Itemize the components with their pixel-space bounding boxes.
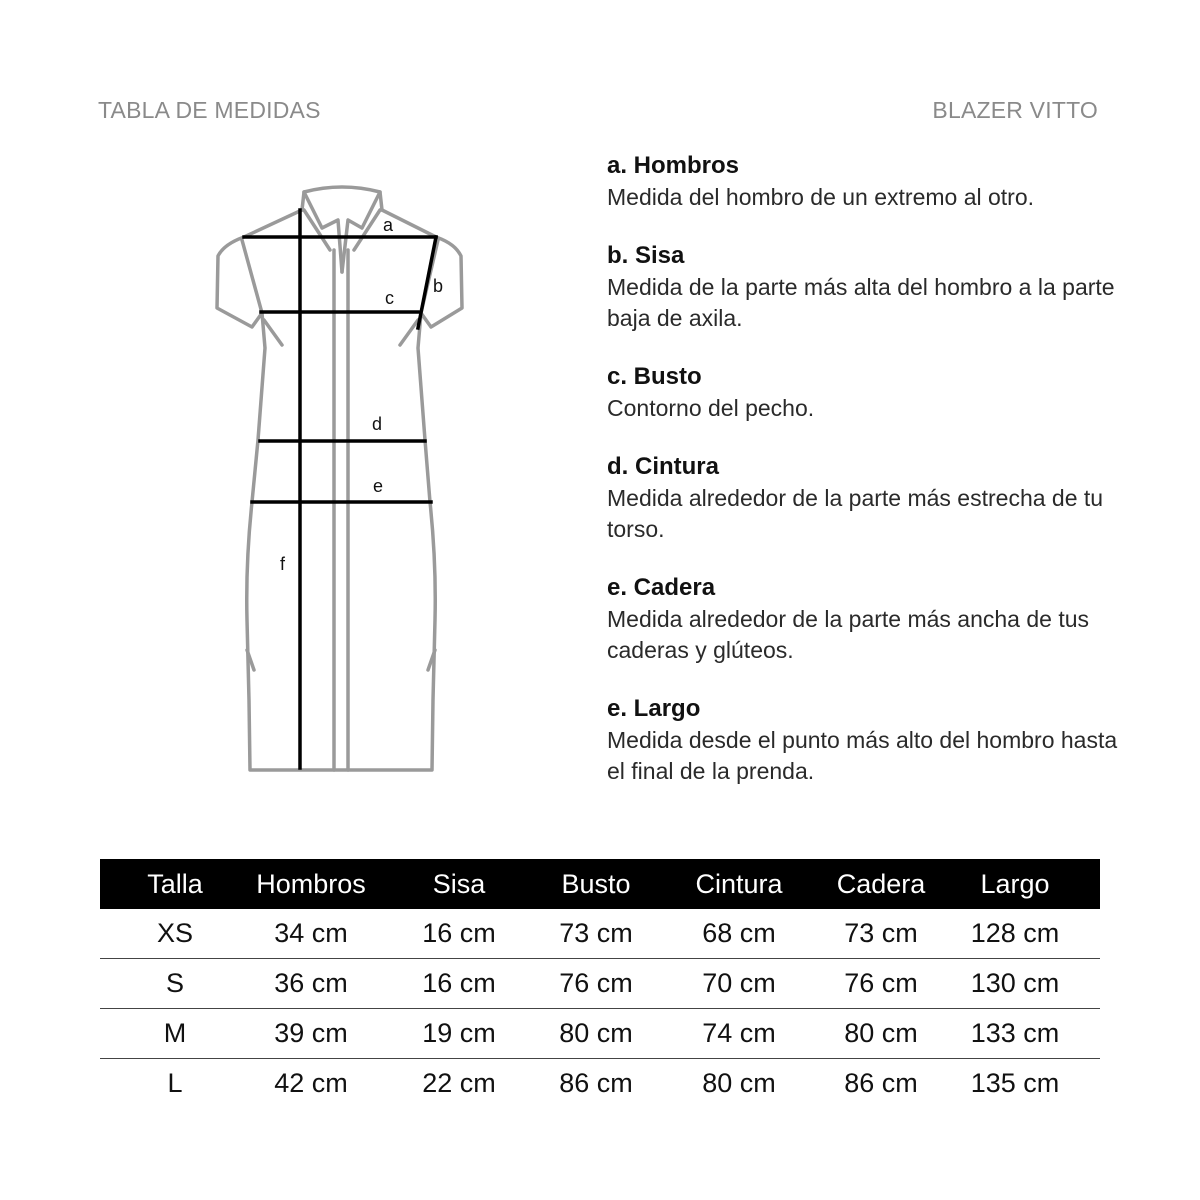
- column-header: Cintura: [646, 859, 832, 909]
- label-b: b: [433, 276, 444, 296]
- legend-title: b. Sisa: [607, 242, 685, 269]
- table-cell: 73 cm: [546, 909, 646, 959]
- table-row: [100, 1009, 1100, 1059]
- column-header: Hombros: [250, 859, 372, 909]
- legend-title: e. Cadera: [607, 574, 716, 601]
- product-name: BLAZER VITTO: [932, 97, 1098, 123]
- label-e: e: [373, 476, 384, 496]
- table-cell: 76 cm: [546, 959, 646, 1009]
- label-c: c: [385, 288, 394, 308]
- lapel-left: [304, 192, 342, 272]
- dart-left: [264, 320, 282, 345]
- legend-title: c. Busto: [607, 363, 702, 390]
- table-cell: S: [100, 959, 250, 1009]
- column-header: Largo: [930, 859, 1100, 909]
- size-table: [100, 859, 1100, 1108]
- table-cell: 68 cm: [646, 909, 832, 959]
- table-cell: 42 cm: [274, 1068, 348, 1098]
- column-header: Talla: [100, 859, 250, 909]
- table-cell: 80 cm: [702, 1068, 776, 1098]
- table-row: [100, 1059, 1100, 1109]
- legend-item-largo: [607, 693, 1127, 787]
- legend-item-hombros: [607, 150, 1127, 213]
- page-title: TABLA DE MEDIDAS: [98, 97, 321, 123]
- table-row: [100, 909, 1100, 959]
- table-cell: 19 cm: [372, 1009, 546, 1059]
- legend-item-cadera: [607, 572, 1127, 666]
- legend-item-cintura: [607, 451, 1127, 545]
- table-cell: M: [100, 1009, 250, 1059]
- table-cell: 76 cm: [832, 959, 930, 1009]
- table-cell: 36 cm: [250, 959, 372, 1009]
- table-cell: 130 cm: [930, 959, 1100, 1009]
- table-cell: 73 cm: [832, 909, 930, 959]
- column-header: Sisa: [372, 859, 546, 909]
- legend-description: Medida del hombro de un extremo al otro.: [607, 184, 1035, 210]
- table-row: [100, 959, 1100, 1009]
- column-header: Busto: [546, 859, 646, 909]
- table-cell: 39 cm: [250, 1009, 372, 1059]
- table-cell: 74 cm: [646, 1009, 832, 1059]
- label-d: d: [372, 414, 383, 434]
- legend-description: Medida desde el punto más alto del hombro hasta el final de la prenda.: [607, 727, 1118, 784]
- table-cell: 80 cm: [546, 1009, 646, 1059]
- table-cell: 86 cm: [559, 1068, 633, 1098]
- garment-diagram: [200, 180, 490, 780]
- sleeve-seam-left: [242, 240, 262, 313]
- table-cell: 16 cm: [372, 959, 546, 1009]
- dart-right: [400, 320, 418, 345]
- legend-item-busto: [607, 361, 1127, 424]
- table-cell: 70 cm: [646, 959, 832, 1009]
- table-cell: 133 cm: [930, 1009, 1100, 1059]
- column-header: Cadera: [832, 859, 930, 909]
- table-cell: XS: [100, 909, 250, 959]
- table-header-row: [100, 859, 1100, 909]
- table-cell: 135 cm: [970, 1068, 1060, 1098]
- measurement-legend: [607, 150, 1127, 814]
- table-cell: 86 cm: [844, 1068, 918, 1098]
- legend-description: Medida alrededor de la parte más ancha de tus caderas y glúteos.: [607, 606, 1090, 663]
- legend-title: d. Cintura: [607, 453, 719, 480]
- legend-title: a. Hombros: [607, 152, 740, 179]
- label-a: a: [383, 215, 394, 235]
- table-cell: 16 cm: [372, 909, 546, 959]
- dress-illustration: [200, 180, 490, 780]
- table-cell: 22 cm: [422, 1068, 496, 1098]
- label-f: f: [280, 554, 286, 574]
- legend-description: Medida alrededor de la parte más estrecha de tu torso.: [607, 485, 1104, 542]
- legend-item-sisa: [607, 240, 1127, 334]
- table-cell: 34 cm: [250, 909, 372, 959]
- table-cell: 128 cm: [930, 909, 1100, 959]
- legend-description: Medida de la parte más alta del hombro a la parte baja de axila.: [607, 274, 1115, 331]
- table-cell: 80 cm: [832, 1009, 930, 1059]
- legend-title: e. Largo: [607, 695, 701, 722]
- collar-left: [302, 187, 382, 210]
- legend-description: Contorno del pecho.: [607, 395, 815, 421]
- table-cell: L: [167, 1068, 183, 1098]
